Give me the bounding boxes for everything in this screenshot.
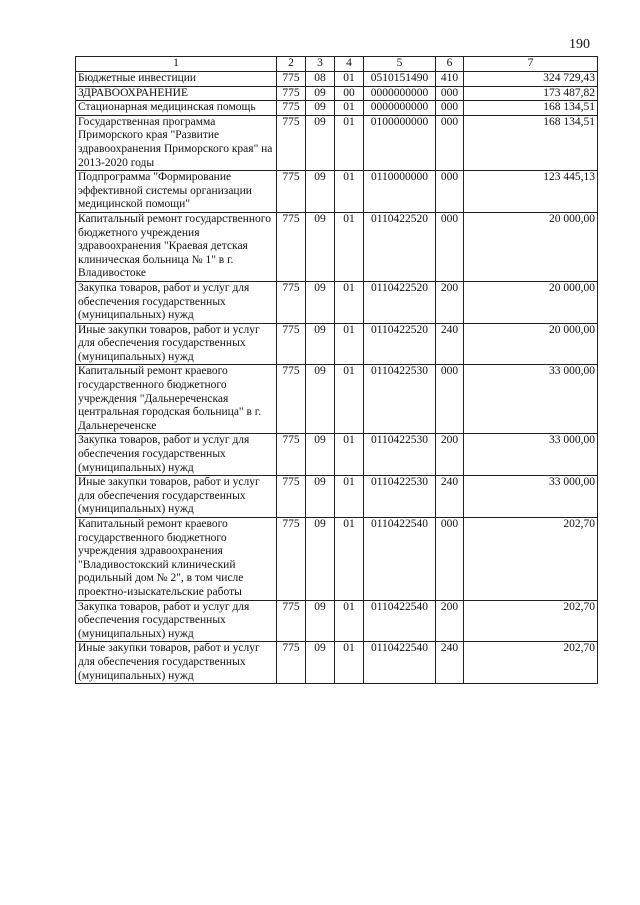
row-amount-cell: 202,70 bbox=[464, 518, 598, 601]
row-admin-code-cell: 775 bbox=[277, 281, 306, 323]
row-admin-code-cell: 775 bbox=[277, 476, 306, 518]
row-section-cell: 09 bbox=[306, 323, 335, 365]
row-section-cell: 08 bbox=[306, 72, 335, 87]
row-admin-code-cell: 775 bbox=[277, 171, 306, 213]
row-name-cell: Стационарная медицинская помощь bbox=[76, 101, 277, 116]
row-admin-code-cell: 775 bbox=[277, 101, 306, 116]
row-expense-type-cell: 200 bbox=[436, 600, 464, 642]
row-target-article-cell: 0110422520 bbox=[364, 281, 436, 323]
row-admin-code-cell: 775 bbox=[277, 518, 306, 601]
row-expense-type-cell: 410 bbox=[436, 72, 464, 87]
row-name-cell: Иные закупки товаров, работ и услуг для обеспечения государственных (муниципальных) нужд bbox=[76, 323, 277, 365]
row-subsection-cell: 01 bbox=[335, 434, 364, 476]
row-subsection-cell: 01 bbox=[335, 642, 364, 684]
table-row bbox=[76, 323, 598, 365]
row-subsection-cell: 01 bbox=[335, 171, 364, 213]
table-row bbox=[76, 115, 598, 170]
row-admin-code-cell: 775 bbox=[277, 115, 306, 170]
header-cell: 2 bbox=[277, 57, 306, 72]
row-target-article-cell: 0000000000 bbox=[364, 86, 436, 101]
row-amount-cell: 33 000,00 bbox=[464, 434, 598, 476]
row-target-article-cell: 0110422530 bbox=[364, 434, 436, 476]
row-expense-type-cell: 000 bbox=[436, 212, 464, 281]
row-admin-code-cell: 775 bbox=[277, 72, 306, 87]
row-section-cell: 09 bbox=[306, 600, 335, 642]
row-expense-type-cell: 000 bbox=[436, 101, 464, 116]
row-section-cell: 09 bbox=[306, 101, 335, 116]
row-admin-code-cell: 775 bbox=[277, 365, 306, 434]
row-name-cell: Капитальный ремонт государственного бюджетного учреждения здравоохранения "Краевая детская клиническая больница № 1" в г. Владивостоке bbox=[76, 212, 277, 281]
row-expense-type-cell: 000 bbox=[436, 171, 464, 213]
row-section-cell: 09 bbox=[306, 281, 335, 323]
page-number: 190 bbox=[569, 37, 590, 52]
row-subsection-cell: 01 bbox=[335, 101, 364, 116]
row-expense-type-cell: 200 bbox=[436, 281, 464, 323]
row-subsection-cell: 01 bbox=[335, 365, 364, 434]
row-target-article-cell: 0110422540 bbox=[364, 600, 436, 642]
row-name-cell: Капитальный ремонт краевого государственного бюджетного учреждения здравоохранения "Владивостокский клинический родильный дом № 2", в том числе проектно-изыскательские работы bbox=[76, 518, 277, 601]
row-name-cell: Закупка товаров, работ и услуг для обеспечения государственных (муниципальных) нужд bbox=[76, 600, 277, 642]
row-amount-cell: 33 000,00 bbox=[464, 476, 598, 518]
row-name-cell: Иные закупки товаров, работ и услуг для обеспечения государственных (муниципальных) нужд bbox=[76, 476, 277, 518]
row-amount-cell: 173 487,82 bbox=[464, 86, 598, 101]
row-admin-code-cell: 775 bbox=[277, 600, 306, 642]
row-subsection-cell: 00 bbox=[335, 86, 364, 101]
table-row bbox=[76, 434, 598, 476]
row-expense-type-cell: 240 bbox=[436, 323, 464, 365]
header-cell: 6 bbox=[436, 57, 464, 72]
table-row bbox=[76, 518, 598, 601]
row-section-cell: 09 bbox=[306, 642, 335, 684]
row-section-cell: 09 bbox=[306, 365, 335, 434]
row-expense-type-cell: 000 bbox=[436, 86, 464, 101]
row-subsection-cell: 01 bbox=[335, 476, 364, 518]
row-amount-cell: 33 000,00 bbox=[464, 365, 598, 434]
row-name-cell: Капитальный ремонт краевого государственного бюджетного учреждения "Дальнереченская центральная городская больница" в г. Дальнереченске bbox=[76, 365, 277, 434]
table-row bbox=[76, 72, 598, 87]
row-target-article-cell: 0110422540 bbox=[364, 518, 436, 601]
row-amount-cell: 20 000,00 bbox=[464, 323, 598, 365]
budget-table bbox=[75, 56, 598, 684]
row-section-cell: 09 bbox=[306, 171, 335, 213]
table-row bbox=[76, 86, 598, 101]
row-amount-cell: 20 000,00 bbox=[464, 212, 598, 281]
row-section-cell: 09 bbox=[306, 518, 335, 601]
row-target-article-cell: 0110422520 bbox=[364, 212, 436, 281]
table-row bbox=[76, 101, 598, 116]
row-subsection-cell: 01 bbox=[335, 115, 364, 170]
row-expense-type-cell: 000 bbox=[436, 518, 464, 601]
row-section-cell: 09 bbox=[306, 212, 335, 281]
row-target-article-cell: 0100000000 bbox=[364, 115, 436, 170]
row-subsection-cell: 01 bbox=[335, 518, 364, 601]
row-target-article-cell: 0510151490 bbox=[364, 72, 436, 87]
row-name-cell: ЗДРАВООХРАНЕНИЕ bbox=[76, 86, 277, 101]
table-row bbox=[76, 600, 598, 642]
row-subsection-cell: 01 bbox=[335, 72, 364, 87]
row-expense-type-cell: 000 bbox=[436, 115, 464, 170]
row-amount-cell: 202,70 bbox=[464, 642, 598, 684]
row-admin-code-cell: 775 bbox=[277, 86, 306, 101]
row-target-article-cell: 0110000000 bbox=[364, 171, 436, 213]
row-name-cell: Закупка товаров, работ и услуг для обеспечения государственных (муниципальных) нужд bbox=[76, 434, 277, 476]
table-row bbox=[76, 212, 598, 281]
table-row bbox=[76, 365, 598, 434]
row-target-article-cell: 0110422530 bbox=[364, 476, 436, 518]
table-row bbox=[76, 476, 598, 518]
row-section-cell: 09 bbox=[306, 434, 335, 476]
header-cell: 1 bbox=[76, 57, 277, 72]
row-subsection-cell: 01 bbox=[335, 600, 364, 642]
header-cell: 3 bbox=[306, 57, 335, 72]
header-cell: 7 bbox=[464, 57, 598, 72]
row-target-article-cell: 0000000000 bbox=[364, 101, 436, 116]
row-target-article-cell: 0110422540 bbox=[364, 642, 436, 684]
row-admin-code-cell: 775 bbox=[277, 323, 306, 365]
row-name-cell: Бюджетные инвестиции bbox=[76, 72, 277, 87]
header-cell: 5 bbox=[364, 57, 436, 72]
row-subsection-cell: 01 bbox=[335, 281, 364, 323]
row-amount-cell: 123 445,13 bbox=[464, 171, 598, 213]
header-cell: 4 bbox=[335, 57, 364, 72]
row-target-article-cell: 0110422520 bbox=[364, 323, 436, 365]
row-admin-code-cell: 775 bbox=[277, 434, 306, 476]
table-row bbox=[76, 642, 598, 684]
row-amount-cell: 168 134,51 bbox=[464, 101, 598, 116]
row-amount-cell: 168 134,51 bbox=[464, 115, 598, 170]
row-target-article-cell: 0110422530 bbox=[364, 365, 436, 434]
row-subsection-cell: 01 bbox=[335, 212, 364, 281]
row-amount-cell: 202,70 bbox=[464, 600, 598, 642]
table-header-row bbox=[76, 57, 598, 72]
row-expense-type-cell: 240 bbox=[436, 642, 464, 684]
row-subsection-cell: 01 bbox=[335, 323, 364, 365]
row-expense-type-cell: 240 bbox=[436, 476, 464, 518]
row-section-cell: 09 bbox=[306, 476, 335, 518]
table-row bbox=[76, 171, 598, 213]
row-expense-type-cell: 200 bbox=[436, 434, 464, 476]
table-row bbox=[76, 281, 598, 323]
row-name-cell: Иные закупки товаров, работ и услуг для обеспечения государственных (муниципальных) нужд bbox=[76, 642, 277, 684]
row-amount-cell: 324 729,43 bbox=[464, 72, 598, 87]
row-name-cell: Подпрограмма "Формирование эффективной системы организации медицинской помощи" bbox=[76, 171, 277, 213]
row-expense-type-cell: 000 bbox=[436, 365, 464, 434]
row-section-cell: 09 bbox=[306, 86, 335, 101]
row-amount-cell: 20 000,00 bbox=[464, 281, 598, 323]
row-admin-code-cell: 775 bbox=[277, 642, 306, 684]
row-section-cell: 09 bbox=[306, 115, 335, 170]
row-admin-code-cell: 775 bbox=[277, 212, 306, 281]
row-name-cell: Государственная программа Приморского края "Развитие здравоохранения Приморского края" на 2013-2020 годы bbox=[76, 115, 277, 170]
row-name-cell: Закупка товаров, работ и услуг для обеспечения государственных (муниципальных) нужд bbox=[76, 281, 277, 323]
